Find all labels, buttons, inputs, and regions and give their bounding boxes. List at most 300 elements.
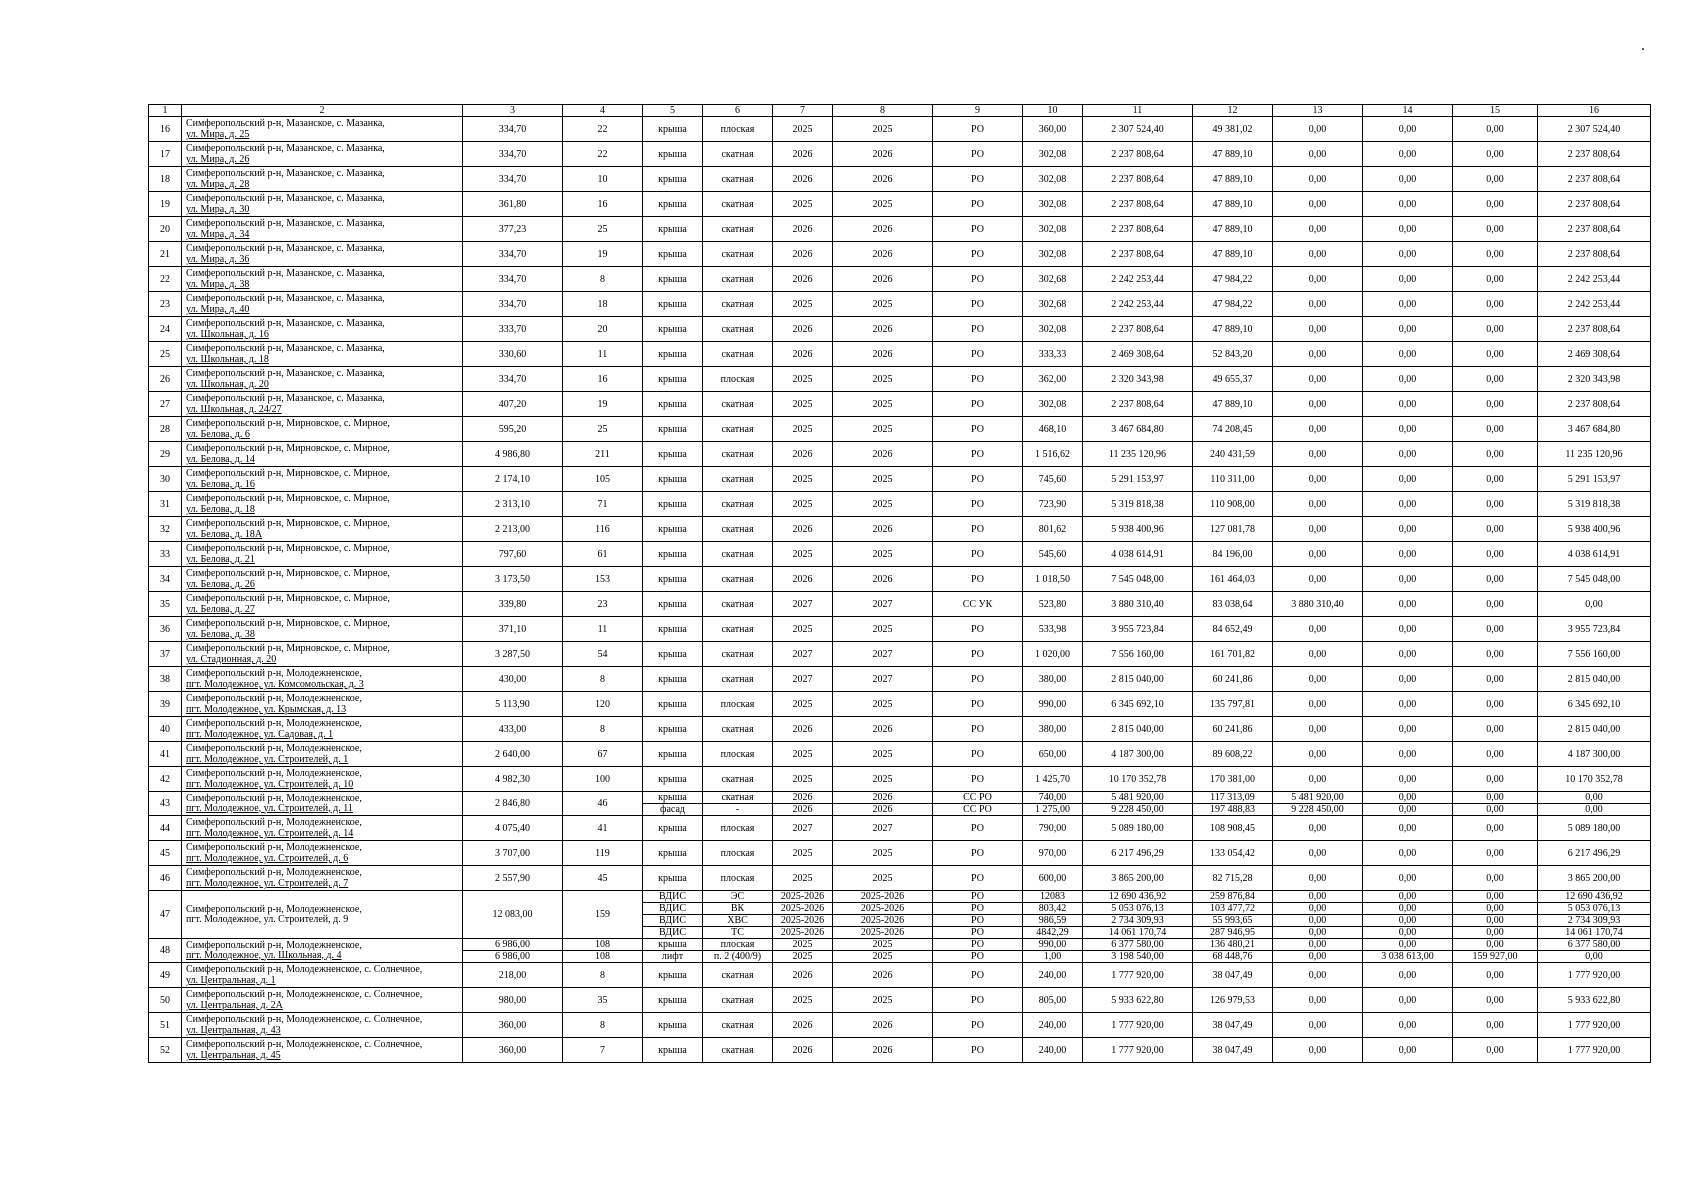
year-end-cell: 2025 <box>833 492 933 517</box>
residents-count: 71 <box>563 492 643 517</box>
address-line-1: Симферопольский р-н, Мирновское, с. Мирное, <box>186 568 390 579</box>
address-cell <box>182 267 463 292</box>
column-number-3: 3 <box>463 105 563 117</box>
residents-count: 54 <box>563 642 643 667</box>
address-line-2: ул. Школьная, д. 18 <box>186 354 269 365</box>
area-value: 430,00 <box>463 667 563 692</box>
residents-count: 116 <box>563 517 643 542</box>
year-start-cell: 2025 <box>773 292 833 317</box>
row-number: 42 <box>149 767 182 792</box>
fund-a-cell: 0,00 <box>1273 767 1363 792</box>
table-row <box>149 667 1651 692</box>
column-number-8: 8 <box>833 105 933 117</box>
fund-b-cell: 0,00 <box>1363 866 1453 891</box>
fund-a-cell: 0,00 <box>1273 467 1363 492</box>
address-cell <box>182 567 463 592</box>
element-cell: крыша <box>643 988 703 1013</box>
year-end-cell: 2025 <box>833 117 933 142</box>
element-cell: крыша <box>643 792 703 804</box>
row-number: 18 <box>149 167 182 192</box>
residents-count: 119 <box>563 841 643 866</box>
fund-b-cell: 0,00 <box>1363 642 1453 667</box>
total-cell: 2 320 343,98 <box>1538 367 1651 392</box>
table-row <box>149 841 1651 866</box>
cost-cell: 3 198 540,00 <box>1083 951 1193 963</box>
total-cell: 5 933 622,80 <box>1538 988 1651 1013</box>
row-number: 29 <box>149 442 182 467</box>
cost-cell: 6 217 496,29 <box>1083 841 1193 866</box>
fund-b-cell: 0,00 <box>1363 267 1453 292</box>
table-row <box>149 492 1651 517</box>
table-row <box>149 417 1651 442</box>
area-value: 4 075,40 <box>463 816 563 841</box>
address-line-1: Симферопольский р-н, Мазанское, с. Мазанка, <box>186 193 385 204</box>
fund-a-cell: 0,00 <box>1273 392 1363 417</box>
program-cell: РО <box>933 342 1023 367</box>
total-cell: 2 237 808,64 <box>1538 242 1651 267</box>
address-cell <box>182 417 463 442</box>
address-line-2: ул. Школьная, д. 24/27 <box>186 404 282 415</box>
table-row <box>149 117 1651 142</box>
element-cell: крыша <box>643 642 703 667</box>
roof-type-cell: скатная <box>703 1013 773 1038</box>
year-start-cell: 2025 <box>773 841 833 866</box>
element-cell: ВДИС <box>643 927 703 939</box>
year-end-cell: 2025 <box>833 951 933 963</box>
total-cell: 2 242 253,44 <box>1538 292 1651 317</box>
address-cell <box>182 988 463 1013</box>
year-end-cell: 2026 <box>833 342 933 367</box>
program-cell: РО <box>933 963 1023 988</box>
table-row <box>149 267 1651 292</box>
year-end-cell: 2025 <box>833 988 933 1013</box>
fund-b-cell: 0,00 <box>1363 517 1453 542</box>
fund-b-cell: 0,00 <box>1363 292 1453 317</box>
program-cell: СС УК <box>933 592 1023 617</box>
fund-c-cell: 0,00 <box>1453 217 1538 242</box>
address-line-2: ул. Белова, д. 18 <box>186 504 255 515</box>
roof-type-cell: скатная <box>703 517 773 542</box>
cost-cell: 1 777 920,00 <box>1083 1013 1193 1038</box>
address-line-1: Симферопольский р-н, Мазанское, с. Мазанка, <box>186 393 385 404</box>
address-line-2: ул. Белова, д. 6 <box>186 429 250 440</box>
table-row <box>149 642 1651 667</box>
row-number: 21 <box>149 242 182 267</box>
residents-count: 25 <box>563 217 643 242</box>
cost-per-unit-cell: 136 480,21 <box>1193 939 1273 951</box>
table-row <box>149 592 1651 617</box>
total-cell: 5 053 076,13 <box>1538 903 1651 915</box>
roof-type-cell: скатная <box>703 567 773 592</box>
address-line-1: Симферопольский р-н, Молодежненское, с. Солнечное, <box>186 989 423 1000</box>
roof-type-cell: п. 2 (400/9) <box>703 951 773 963</box>
year-end-cell: 2026 <box>833 792 933 804</box>
address-cell <box>182 617 463 642</box>
year-start-cell: 2025 <box>773 367 833 392</box>
program-cell: РО <box>933 317 1023 342</box>
year-end-cell: 2026 <box>833 963 933 988</box>
fund-a-cell: 3 880 310,40 <box>1273 592 1363 617</box>
fund-c-cell: 0,00 <box>1453 617 1538 642</box>
year-start-cell: 2026 <box>773 342 833 367</box>
total-cell: 5 089 180,00 <box>1538 816 1651 841</box>
row-number: 19 <box>149 192 182 217</box>
fund-c-cell: 0,00 <box>1453 342 1538 367</box>
cost-cell: 2 237 808,64 <box>1083 242 1193 267</box>
year-start-cell: 2025 <box>773 117 833 142</box>
fund-c-cell: 0,00 <box>1453 417 1538 442</box>
element-cell: крыша <box>643 167 703 192</box>
area-value: 360,00 <box>463 1038 563 1063</box>
cost-cell: 2 734 309,93 <box>1083 915 1193 927</box>
roof-type-cell: скатная <box>703 217 773 242</box>
address-line-2: ул. Центральная, д. 45 <box>186 1050 281 1061</box>
fund-b-cell: 0,00 <box>1363 988 1453 1013</box>
fund-b-cell: 0,00 <box>1363 742 1453 767</box>
program-cell: РО <box>933 217 1023 242</box>
fund-a-cell: 0,00 <box>1273 742 1363 767</box>
element-cell: крыша <box>643 542 703 567</box>
row-number: 36 <box>149 617 182 642</box>
cost-per-unit-cell: 161 701,82 <box>1193 642 1273 667</box>
row-number: 45 <box>149 841 182 866</box>
roof-type-cell: скатная <box>703 963 773 988</box>
fund-b-cell: 0,00 <box>1363 367 1453 392</box>
element-cell: крыша <box>643 742 703 767</box>
volume-cell: 302,68 <box>1023 267 1083 292</box>
residents-count: 61 <box>563 542 643 567</box>
fund-c-cell: 0,00 <box>1453 567 1538 592</box>
program-cell: РО <box>933 292 1023 317</box>
total-cell: 4 038 614,91 <box>1538 542 1651 567</box>
program-cell: РО <box>933 742 1023 767</box>
year-start-cell: 2025 <box>773 939 833 951</box>
area-value: 433,00 <box>463 717 563 742</box>
total-cell: 2 307 524,40 <box>1538 117 1651 142</box>
address-line-1: Симферопольский р-н, Молодежненское, <box>186 817 362 828</box>
residents-count: 8 <box>563 717 643 742</box>
volume-cell: 790,00 <box>1023 816 1083 841</box>
address-line-2: ул. Мира, д. 25 <box>186 129 250 140</box>
year-end-cell: 2027 <box>833 592 933 617</box>
year-end-cell: 2025 <box>833 841 933 866</box>
cost-cell: 5 053 076,13 <box>1083 903 1193 915</box>
residents-count: 45 <box>563 866 643 891</box>
element-cell: крыша <box>643 617 703 642</box>
volume-cell: 240,00 <box>1023 1038 1083 1063</box>
address-cell <box>182 392 463 417</box>
address-line-2: ул. Центральная, д. 2А <box>186 1000 283 1011</box>
cost-per-unit-cell: 49 381,02 <box>1193 117 1273 142</box>
address-line-2: ул. Мира, д. 26 <box>186 154 250 165</box>
fund-c-cell: 0,00 <box>1453 467 1538 492</box>
roof-type-cell: скатная <box>703 267 773 292</box>
area-value: 797,60 <box>463 542 563 567</box>
roof-type-cell: скатная <box>703 767 773 792</box>
address-line-1: Симферопольский р-н, Мирновское, с. Мирное, <box>186 643 390 654</box>
total-cell: 7 556 160,00 <box>1538 642 1651 667</box>
program-cell: РО <box>933 667 1023 692</box>
row-number: 30 <box>149 467 182 492</box>
address-line-1: Симферопольский р-н, Молодежненское, с. Солнечное, <box>186 964 423 975</box>
table-row <box>149 988 1651 1013</box>
address-line-1: Симферопольский р-н, Молодежненское, <box>186 867 362 878</box>
cost-per-unit-cell: 135 797,81 <box>1193 692 1273 717</box>
fund-a-cell: 0,00 <box>1273 915 1363 927</box>
year-start-cell: 2027 <box>773 592 833 617</box>
total-cell: 6 377 580,00 <box>1538 939 1651 951</box>
row-number: 39 <box>149 692 182 717</box>
volume-cell: 1 020,00 <box>1023 642 1083 667</box>
year-start-cell: 2026 <box>773 517 833 542</box>
year-start-cell: 2027 <box>773 667 833 692</box>
area-value: 2 640,00 <box>463 742 563 767</box>
table-row <box>149 442 1651 467</box>
program-cell: РО <box>933 903 1023 915</box>
address-cell <box>182 542 463 567</box>
area-value: 6 986,00 <box>463 939 563 951</box>
row-number: 22 <box>149 267 182 292</box>
fund-b-cell: 0,00 <box>1363 963 1453 988</box>
address-line-1: Симферопольский р-н, Мирновское, с. Мирное, <box>186 518 390 529</box>
address-cell <box>182 117 463 142</box>
table-row <box>149 217 1651 242</box>
column-number-5: 5 <box>643 105 703 117</box>
address-cell <box>182 717 463 742</box>
address-line-2: ул. Белова, д. 27 <box>186 604 255 615</box>
cost-per-unit-cell: 287 946,95 <box>1193 927 1273 939</box>
residents-count: 25 <box>563 417 643 442</box>
fund-c-cell: 0,00 <box>1453 242 1538 267</box>
fund-b-cell: 0,00 <box>1363 317 1453 342</box>
year-end-cell: 2026 <box>833 517 933 542</box>
roof-type-cell: скатная <box>703 592 773 617</box>
fund-c-cell: 0,00 <box>1453 841 1538 866</box>
address-line-2: пгт. Молодежное, ул. Строителей, д. 6 <box>186 853 349 864</box>
address-line-1: Симферопольский р-н, Мирновское, с. Мирное, <box>186 418 390 429</box>
cost-per-unit-cell: 110 311,00 <box>1193 467 1273 492</box>
column-number-7: 7 <box>773 105 833 117</box>
volume-cell: 545,60 <box>1023 542 1083 567</box>
fund-c-cell: 0,00 <box>1453 1013 1538 1038</box>
fund-b-cell: 0,00 <box>1363 927 1453 939</box>
residents-count: 46 <box>563 792 643 816</box>
roof-type-cell: ТС <box>703 927 773 939</box>
element-cell: крыша <box>643 567 703 592</box>
address-line-1: Симферопольский р-н, Молодежненское, <box>186 939 362 951</box>
year-start-cell: 2025 <box>773 617 833 642</box>
cost-cell: 14 061 170,74 <box>1083 927 1193 939</box>
cost-per-unit-cell: 47 889,10 <box>1193 142 1273 167</box>
year-start-cell: 2026 <box>773 167 833 192</box>
table-row <box>149 963 1651 988</box>
row-number: 17 <box>149 142 182 167</box>
roof-type-cell: скатная <box>703 988 773 1013</box>
residents-count: 19 <box>563 392 643 417</box>
year-end-cell: 2026 <box>833 267 933 292</box>
cost-cell: 2 815 040,00 <box>1083 717 1193 742</box>
table-subrow <box>149 891 1651 903</box>
fund-b-cell: 0,00 <box>1363 667 1453 692</box>
residents-count: 211 <box>563 442 643 467</box>
cost-per-unit-cell: 240 431,59 <box>1193 442 1273 467</box>
fund-b-cell: 0,00 <box>1363 717 1453 742</box>
program-cell: РО <box>933 841 1023 866</box>
table-row <box>149 567 1651 592</box>
address-line-2: пгт. Молодежное, ул. Школьная, д. 4 <box>186 949 342 961</box>
fund-c-cell: 0,00 <box>1453 442 1538 467</box>
roof-type-cell: плоская <box>703 841 773 866</box>
cost-per-unit-cell: 47 889,10 <box>1193 392 1273 417</box>
address-line-2: ул. Школьная, д. 16 <box>186 329 269 340</box>
area-value: 2 557,90 <box>463 866 563 891</box>
total-cell: 1 777 920,00 <box>1538 1038 1651 1063</box>
total-cell: 2 237 808,64 <box>1538 192 1651 217</box>
cost-per-unit-cell: 47 889,10 <box>1193 217 1273 242</box>
address-cell <box>182 367 463 392</box>
address-cell <box>182 841 463 866</box>
address-line-2: ул. Мира, д. 30 <box>186 204 250 215</box>
area-value: 5 113,90 <box>463 692 563 717</box>
table-row <box>149 542 1651 567</box>
program-cell: РО <box>933 567 1023 592</box>
area-value: 333,70 <box>463 317 563 342</box>
cost-per-unit-cell: 47 889,10 <box>1193 192 1273 217</box>
total-cell: 6 345 692,10 <box>1538 692 1651 717</box>
area-value: 339,80 <box>463 592 563 617</box>
residents-count: 159 <box>563 891 643 939</box>
cost-cell: 5 933 622,80 <box>1083 988 1193 1013</box>
area-value: 360,00 <box>463 1013 563 1038</box>
area-value: 334,70 <box>463 367 563 392</box>
total-cell: 7 545 048,00 <box>1538 567 1651 592</box>
address-line-1: Симферопольский р-н, Мирновское, с. Мирное, <box>186 493 390 504</box>
year-start-cell: 2027 <box>773 642 833 667</box>
roof-type-cell: скатная <box>703 667 773 692</box>
address-cell <box>182 467 463 492</box>
table-row <box>149 242 1651 267</box>
year-end-cell: 2027 <box>833 816 933 841</box>
cost-cell: 5 291 153,97 <box>1083 467 1193 492</box>
roof-type-cell: - <box>703 804 773 816</box>
fund-c-cell: 0,00 <box>1453 927 1538 939</box>
cost-per-unit-cell: 47 984,22 <box>1193 292 1273 317</box>
fund-c-cell: 0,00 <box>1453 392 1538 417</box>
total-cell: 6 217 496,29 <box>1538 841 1651 866</box>
year-start-cell: 2027 <box>773 816 833 841</box>
total-cell: 11 235 120,96 <box>1538 442 1651 467</box>
address-line-2: пгт. Молодежное, ул. Строителей, д. 9 <box>186 913 349 925</box>
year-end-cell: 2025 <box>833 467 933 492</box>
address-cell <box>182 667 463 692</box>
cost-cell: 2 237 808,64 <box>1083 217 1193 242</box>
address-line-1: Симферопольский р-н, Молодежненское, с. Солнечное, <box>186 1039 423 1050</box>
address-line-1: Симферопольский р-н, Молодежненское, <box>186 903 362 915</box>
fund-c-cell: 0,00 <box>1453 767 1538 792</box>
total-cell: 2 237 808,64 <box>1538 142 1651 167</box>
cost-per-unit-cell: 55 993,65 <box>1193 915 1273 927</box>
residents-count: 8 <box>563 963 643 988</box>
total-cell: 2 237 808,64 <box>1538 317 1651 342</box>
residents-count: 120 <box>563 692 643 717</box>
address-line-2: ул. Центральная, д. 1 <box>186 975 276 986</box>
volume-cell: 740,00 <box>1023 792 1083 804</box>
table-row <box>149 517 1651 542</box>
residents-count: 11 <box>563 617 643 642</box>
area-value: 3 707,00 <box>463 841 563 866</box>
column-number-13: 13 <box>1273 105 1363 117</box>
fund-a-cell: 0,00 <box>1273 567 1363 592</box>
fund-a-cell: 5 481 920,00 <box>1273 792 1363 804</box>
element-cell: ВДИС <box>643 903 703 915</box>
cost-per-unit-cell: 83 038,64 <box>1193 592 1273 617</box>
column-number-10: 10 <box>1023 105 1083 117</box>
fund-a-cell: 0,00 <box>1273 903 1363 915</box>
volume-cell: 302,68 <box>1023 292 1083 317</box>
year-end-cell: 2025 <box>833 417 933 442</box>
cost-cell: 2 237 808,64 <box>1083 317 1193 342</box>
area-value: 2 846,80 <box>463 792 563 816</box>
year-start-cell: 2025 <box>773 767 833 792</box>
volume-cell: 1 018,50 <box>1023 567 1083 592</box>
address-line-2: ул. Белова, д. 26 <box>186 579 255 590</box>
fund-b-cell: 0,00 <box>1363 467 1453 492</box>
element-cell: крыша <box>643 317 703 342</box>
column-number-9: 9 <box>933 105 1023 117</box>
row-number: 40 <box>149 717 182 742</box>
volume-cell: 302,08 <box>1023 392 1083 417</box>
volume-cell: 990,00 <box>1023 692 1083 717</box>
year-end-cell: 2026 <box>833 167 933 192</box>
year-end-cell: 2025-2026 <box>833 891 933 903</box>
program-cell: РО <box>933 517 1023 542</box>
area-value: 377,23 <box>463 217 563 242</box>
program-cell: РО <box>933 142 1023 167</box>
cost-cell: 7 545 048,00 <box>1083 567 1193 592</box>
fund-b-cell: 0,00 <box>1363 217 1453 242</box>
table-row <box>149 1013 1651 1038</box>
volume-cell: 380,00 <box>1023 717 1083 742</box>
roof-type-cell: скатная <box>703 342 773 367</box>
element-cell: крыша <box>643 392 703 417</box>
year-end-cell: 2026 <box>833 717 933 742</box>
cost-per-unit-cell: 133 054,42 <box>1193 841 1273 866</box>
element-cell: крыша <box>643 367 703 392</box>
volume-cell: 468,10 <box>1023 417 1083 442</box>
fund-a-cell: 0,00 <box>1273 517 1363 542</box>
element-cell: крыша <box>643 342 703 367</box>
address-cell <box>182 963 463 988</box>
scan-speck <box>1642 48 1644 50</box>
address-cell <box>182 1013 463 1038</box>
column-number-2: 2 <box>182 105 463 117</box>
address-cell <box>182 891 463 939</box>
address-cell <box>182 816 463 841</box>
area-value: 407,20 <box>463 392 563 417</box>
cost-cell: 2 320 343,98 <box>1083 367 1193 392</box>
row-number: 25 <box>149 342 182 367</box>
element-cell: крыша <box>643 467 703 492</box>
fund-b-cell: 0,00 <box>1363 192 1453 217</box>
header-row <box>149 105 1651 117</box>
cost-per-unit-cell: 117 313,09 <box>1193 792 1273 804</box>
row-number: 33 <box>149 542 182 567</box>
cost-per-unit-cell: 126 979,53 <box>1193 988 1273 1013</box>
residents-count: 100 <box>563 767 643 792</box>
program-cell: РО <box>933 492 1023 517</box>
table-row <box>149 1038 1651 1063</box>
address-line-2: ул. Мира, д. 38 <box>186 279 250 290</box>
